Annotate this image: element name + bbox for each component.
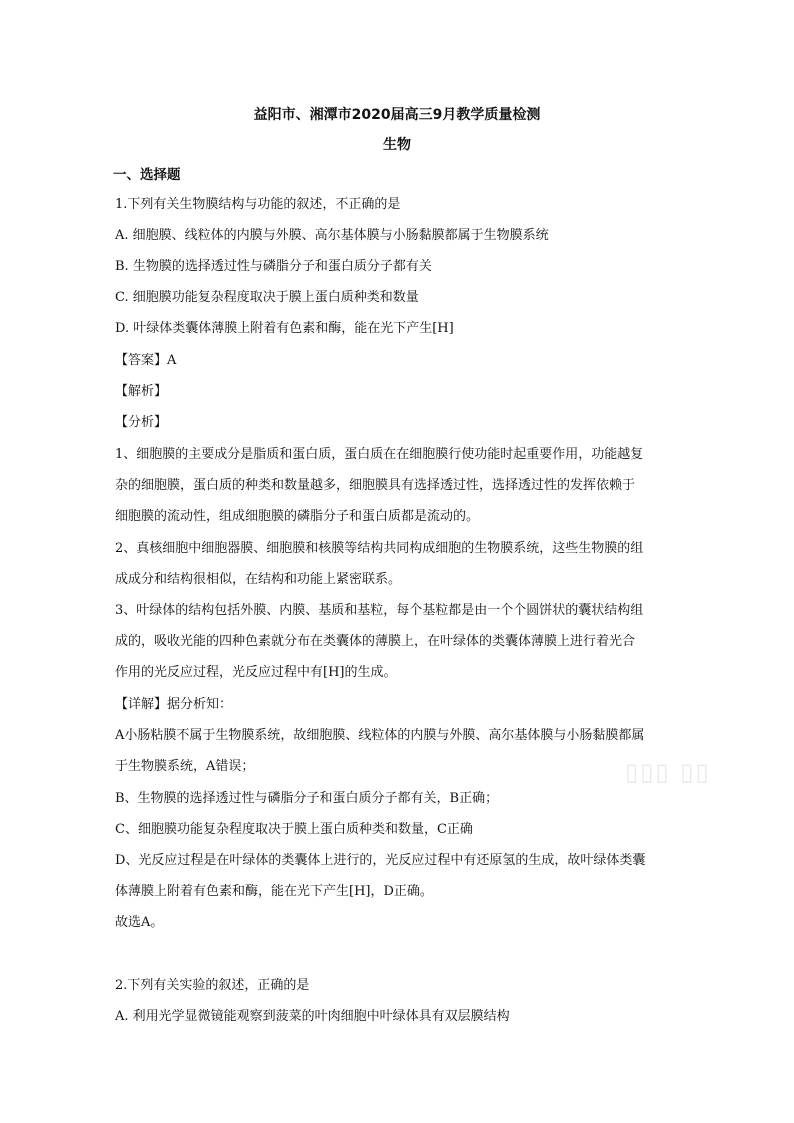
- question-2-option-a: A. 利用光学显微镜能观察到菠菜的叶肉细胞中叶绿体具有双层膜结构: [115, 1009, 510, 1024]
- detail-text-line: C、细胞膜功能复杂程度取决于膜上蛋白质种类和数量，C正确: [115, 822, 473, 837]
- analysis-text-line: 成成分和结构很相似，在结构和功能上紧密联系。: [115, 572, 402, 587]
- analysis-label: 【分析】: [115, 415, 168, 430]
- question-1-option-c: C. 细胞膜功能复杂程度取决于膜上蛋白质种类和数量: [115, 290, 419, 305]
- document-title: 益阳市、湘潭市2020届高三9月教学质量检测: [253, 107, 541, 123]
- question-1-stem: 1.下列有关生物膜结构与功能的叙述，不正确的是: [115, 197, 401, 212]
- detail-text-line: A小肠粘膜不属于生物膜系统，故细胞膜、线粒体的内膜与外膜、高尔基体膜与小肠黏膜都属: [115, 728, 645, 743]
- detail-label: 【详解】据分析知：: [115, 697, 233, 712]
- explanation-label: 【解析】: [115, 384, 168, 399]
- document-subject: 生物: [383, 137, 411, 153]
- answer-label: 【答案】A: [115, 353, 177, 368]
- detail-text-line: 体薄膜上附着有色素和酶，能在光下产生[H]，D正确。: [115, 884, 433, 899]
- analysis-text-line: 2、真核细胞中细胞器膜、细胞膜和核膜等结构共同构成细胞的生物膜系统，这些生物膜的组: [115, 541, 644, 556]
- question-1-option-a: A. 细胞膜、线粒体的内膜与外膜、高尔基体膜与小肠黏膜都属于生物膜系统: [115, 228, 549, 243]
- question-1-option-b: B. 生物膜的选择透过性与磷脂分子和蛋白质分子都有关: [115, 259, 432, 274]
- analysis-text-line: 1、细胞膜的主要成分是脂质和蛋白质，蛋白质在在细胞膜行使功能时起重要作用，功能越复: [115, 447, 644, 462]
- analysis-text-line: 成的，吸收光能的四种色素就分布在类囊体的薄膜上，在叶绿体的类囊体薄膜上进行着光合: [115, 634, 636, 649]
- watermark-logo: ▯▯▯ ▯▯: [625, 758, 711, 786]
- detail-text-line: B、生物膜的选择透过性与磷脂分子和蛋白质分子都有关，B正确；: [115, 791, 499, 806]
- section-heading: 一、选择题: [113, 167, 181, 183]
- analysis-text-line: 作用的光反应过程，光反应过程中有[H]的生成。: [115, 665, 397, 680]
- final-answer-line: 故选A。: [115, 915, 164, 930]
- question-1-option-d: D. 叶绿体类囊体薄膜上附着有色素和酶，能在光下产生[H]: [115, 321, 454, 336]
- analysis-text-line: 细胞膜的流动性，组成细胞膜的磷脂分子和蛋白质都是流动的。: [115, 509, 480, 524]
- question-2-stem: 2.下列有关实验的叙述，正确的是: [115, 978, 310, 993]
- detail-text-line: 于生物膜系统，A错误；: [115, 759, 255, 774]
- analysis-text-line: 3、叶绿体的结构包括外膜、内膜、基质和基粒，每个基粒都是由一个个圆饼状的囊状结构组: [115, 603, 644, 618]
- detail-text-line: D、光反应过程是在叶绿体的类囊体上进行的，光反应过程中有还原氢的生成，故叶绿体类囊: [115, 853, 646, 868]
- analysis-text-line: 杂的细胞膜，蛋白质的种类和数量越多，细胞膜具有选择透过性，选择透过性的发挥依赖于: [115, 478, 636, 493]
